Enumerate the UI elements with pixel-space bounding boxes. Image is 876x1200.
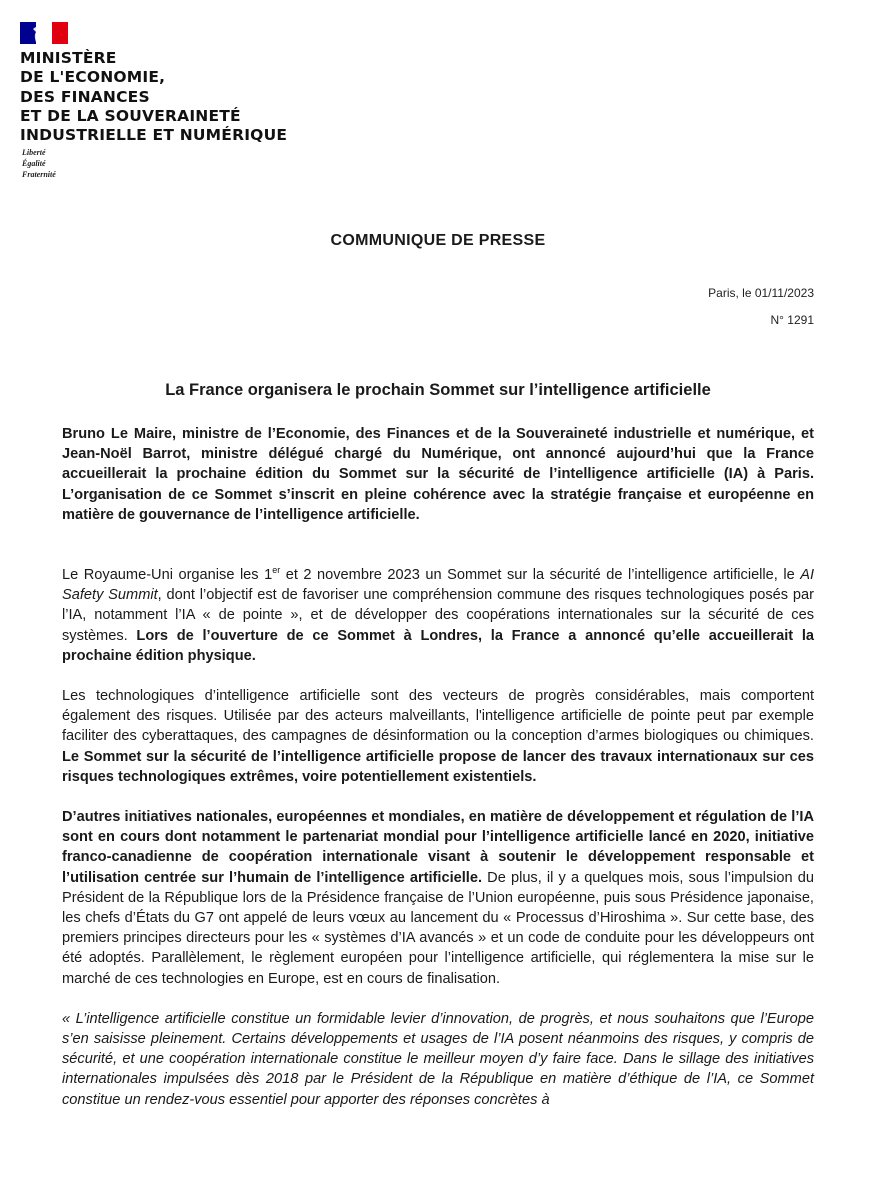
paragraph-risks [62,686,814,787]
ministerial-quote: « L’intelligence artificielle constitue un formidable levier d’innovation, de progrès, et nous souhaitons que l’Europe s’en saisisse pleinement. Certains développements et usages de l’IA posent néanmoins des risques, y compris de sécurité, et une coopération internationale constitue le meilleur moyen d’y faire face. Dans le sillage des initiatives internationales impulsées dès 2018 par le Président de la République en matière d’éthique de l’IA, ce Sommet constitue un rendez-vous essentiel pour apporter des réponses concrètes à [62,1010,814,1108]
ministry-line: DES FINANCES [20,87,150,106]
summit-name: AI Safety Summit [62,567,815,604]
text-run: , dont l’objectif est de favoriser une compréhension commune des risques technologiques posés par l’IA, notamment l’IA « de pointe », et de développer des coopérations internationales sur la sécurité de ces systèmes. [62,587,814,644]
ministry-line: INDUSTRIELLE ET NUMÉRIQUE [20,126,288,145]
text-run: et 2 novembre 2023 un Sommet sur la sécurité de l’intelligence artificielle, le [280,567,801,584]
ministry-name [20,49,287,145]
paragraph-uk-summit [62,565,814,666]
text-run: Le Royaume-Uni organise les 1 [62,567,273,584]
bold-run: D’autres initiatives nationales, européennes et mondiales, en matière de développement et régulation de l’IA sont en cours dont notamment le partenariat mondial pour l’intelligence artificielle lancé en 2020, initiative franco-canadienne de coopération internationale visant à soutenir le développement responsable et l’utilisation centrée sur l’humain de l’intelligence artificielle. [62,809,814,886]
ministry-line: ET DE LA SOUVERAINETÉ [20,106,241,125]
press-release-title: COMMUNIQUE DE PRESSE [330,232,546,249]
text-run: Les technologiques d’intelligence artificielle sont des vecteurs de progrès considérables, mais comportent également des risques. Utilisée par des acteurs malveillants, l'intelligence artificielle de pointe peut par exemple faciliter des cyberattaques, des campagnes de désinformation ou la conception d’armes biologiques ou chimiques. [62,688,814,745]
ministry-line: MINISTÈRE [20,49,117,67]
paragraph-initiatives [62,807,814,989]
bold-run: Le Sommet sur la sécurité de l’intelligence artificielle propose de lancer des travaux internationaux sur ces risques technologiques extrêmes, voire potentiellement existentiels. [62,748,814,785]
motto-line: Fraternité [22,170,56,179]
motto-line: Liberté [22,148,46,157]
press-body [62,424,814,1110]
headline: La France organisera le prochain Sommet sur l’intelligence artificielle [165,381,711,399]
text-run: De plus, il y a quelques mois, sous l’impulsion du Président de la République lors de la Présidence française de l’Union européenne, puis sous Présidence japonaise, les chefs d’États du G7 ont appelé de leurs vœux au lancement du « Processus d’Hiroshima ». Sur cette base, des premiers principes directeurs pour les « systèmes d’IA avancés » et un code de conduite pour les développeurs ont été adoptés. Parallèlement, le règlement européen pour l’intelligence artificielle, qui réglementera la mise sur le marché de ces technologies en Europe, est en cours de finalisation. [62,869,814,987]
ministry-line: DE L'ECONOMIE, [20,68,166,87]
motto-line: Égalité [22,159,46,168]
republique-francaise-logo [20,22,68,44]
marianne-flag-icon [20,22,68,44]
republic-motto [22,147,56,180]
press-number: N° 1291 [770,313,814,327]
bold-run: Lors de l’ouverture de ce Sommet à Londres, la France a annoncé qu’elle accueillerait la prochaine édition physique. [62,627,814,664]
lead-paragraph: Bruno Le Maire, ministre de l’Economie, des Finances et de la Souveraineté industrielle et numérique, et Jean-Noël Barrot, ministre délégué chargé du Numérique, ont annoncé aujourd’hui que la France accueillerait la prochaine édition du Sommet sur la sécurité de l’intelligence artificielle (IA) à Paris. L’organisation de ce Sommet s’inscrit en pleine cohérence avec la stratégie française et européenne en matière de gouvernance de l’intelligence artificielle. [62,426,814,523]
place-date: Paris, le 01/11/2023 [708,286,814,300]
ordinal-suffix: er [272,565,281,576]
